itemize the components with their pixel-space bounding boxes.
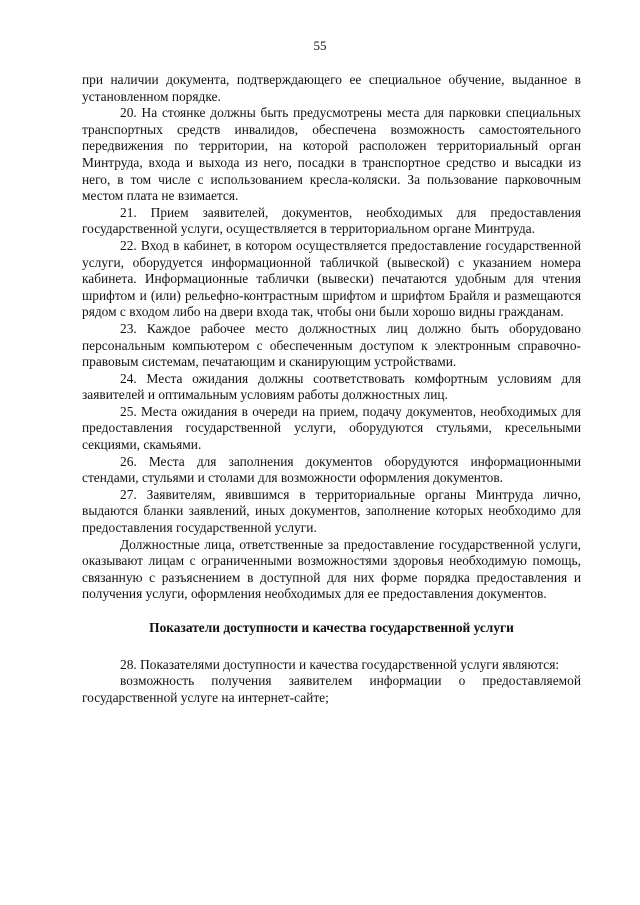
paragraph-28: 28. Показателями доступности и качества государственной услуги являются: [120, 656, 560, 672]
paragraph-20: 20. На стоянке должны быть предусмотрены места для парковки специальных транспортных средств инвалидов, обеспечена возможность самостоятельного передвижения по территории, на которой расположен территориальный орган Минтруда, входа и выхода из него, посадки в транспортное средство и высадки из него, в том числе с использованием кресла-коляски. За пользование парковочным местом плата не взимается. [82, 105, 581, 204]
paragraph-21: 21. Прием заявителей, документов, необходимых для предоставления государственной услуги, осуществляется в территориальном органе Минтруда. [82, 204, 581, 237]
paragraph-indicator-1: возможность получения заявителем информации о предоставляемой государственной услуге на интернет-сайте; [82, 673, 581, 705]
paragraph-24: 24. Места ожидания должны соответствовать комфортным условиям для заявителей и оптимальным условиям работы должностных лиц. [82, 370, 581, 403]
paragraph-25: 25. Места ожидания в очереди на прием, подачу документов, необходимых для предоставления государственной услуги, оборудуются стульями, кресельными секциями, скамьями. [82, 403, 581, 453]
paragraph-continuation: при наличии документа, подтверждающего ее специальное обучение, выданное в установленном порядке. [82, 72, 581, 104]
paragraph-27: 27. Заявителям, явившимся в территориальные органы Минтруда лично, выдаются бланки заявлений, иных документов, заполнение которых необходимо для предоставления государственной услуги. [82, 486, 581, 536]
paragraph-officials: Должностные лица, ответственные за предоставление государственной услуги, оказывают лицам с ограниченными возможностями здоровья необходимую помощь, связанную с разъяснением в доступной для них форме порядка предоставления и получения услуги, оформления необходимых для ее предоставления документов. [82, 536, 581, 602]
page-number: 55 [313, 38, 327, 53]
document-body [82, 72, 581, 706]
section-heading: Показатели доступности и качества государственной услуги [149, 620, 514, 635]
paragraph-22: 22. Вход в кабинет, в котором осуществляется предоставление государственной услуги, оборудуется информационной табличкой (вывеской) с указанием номера кабинета. Информационные таблички (вывески) печатаются удобным для чтения шрифтом и (или) рельефно-контрастным шрифтом и шрифтом Брайля и размещаются рядом с входом либо на двери входа так, чтобы они были хорошо видны гражданам. [82, 237, 581, 320]
paragraph-26: 26. Места для заполнения документов оборудуются информационными стендами, стульями и столами для возможности оформления документов. [82, 453, 581, 486]
paragraph-23: 23. Каждое рабочее место должностных лиц должно быть оборудовано персональным компьютером с обеспеченным доступом к электронным справочно-правовым системам, печатающим и сканирующим устройствами. [82, 320, 581, 370]
